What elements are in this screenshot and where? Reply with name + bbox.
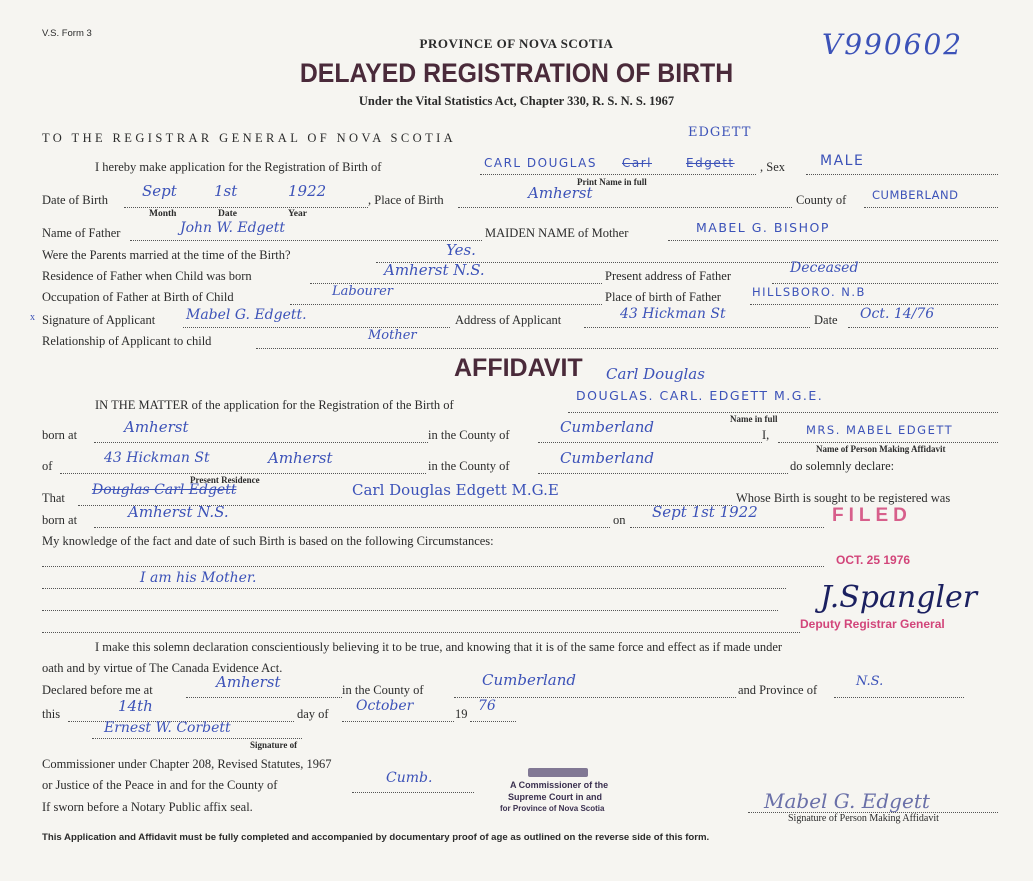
county-value-2: Cumberland	[560, 449, 655, 467]
relationship-label: Relationship of Applicant to child	[42, 334, 212, 348]
whose-birth-label: Whose Birth is sought to be registered was	[736, 491, 951, 505]
justice-label: or Justice of the Peace in and for the County of	[42, 778, 278, 792]
child-name-correction: EDGETT	[688, 125, 752, 140]
seal-line-1: A Commissioner of the	[510, 780, 609, 790]
married-label: Were the Parents married at the time of the Birth?	[42, 248, 291, 262]
this-value: 14th	[118, 697, 153, 715]
matter-value: DOUGLAS. CARL. EDGETT M.G.E.	[576, 388, 824, 403]
commissioner-seal	[500, 768, 650, 820]
address-line: TO THE REGISTRAR GENERAL OF NOVA SCOTIA	[42, 131, 457, 145]
circumstances-value: I am his Mother.	[140, 570, 257, 586]
date-label: Date	[218, 209, 237, 219]
signature-label: Signature of Applicant	[42, 313, 156, 327]
affiant-signature: Mabel G. Edgett	[764, 789, 930, 813]
father-residence-label: Residence of Father when Child was born	[42, 269, 252, 283]
declared-value: Amherst	[216, 673, 281, 691]
father-birthplace-value: HILLSBORO. N.B	[752, 285, 866, 299]
i-label: I,	[762, 428, 770, 442]
this-label: this	[42, 707, 61, 721]
county-value-3: Cumberland	[482, 671, 577, 689]
app-date-label: Date	[814, 313, 838, 327]
county-value-1: Cumberland	[560, 418, 655, 436]
of-label: of	[42, 459, 53, 473]
month-label: Month	[149, 209, 177, 219]
filed-stamp: FILED	[832, 505, 912, 526]
commissioner-signature: Ernest W. Corbett	[104, 720, 231, 736]
page-subtitle: Under the Vital Statistics Act, Chapter 330, R. S. N. S. 1967	[358, 94, 675, 108]
affidavit-heading: AFFIDAVIT	[454, 354, 583, 382]
dob-label: Date of Birth	[42, 193, 108, 207]
father-name-value: John W. Edgett	[180, 220, 286, 236]
declare-label: do solemnly declare:	[790, 459, 895, 473]
justice-value: Cumb.	[386, 770, 433, 786]
name-in-full-label: Name in full	[730, 414, 778, 424]
seal-line-3: for Province of Nova Scotia	[500, 804, 605, 813]
father-present-label: Present address of Father	[605, 269, 732, 283]
page-title: DELAYED REGISTRATION OF BIRTH	[299, 58, 734, 88]
form-id: V.S. Form 3	[42, 28, 92, 39]
person-value: MRS. MABEL EDGETT	[806, 423, 954, 437]
father-occupation-value: Labourer	[332, 284, 394, 299]
registrar-title: Deputy Registrar General	[800, 617, 945, 631]
place-of-birth-value: Amherst	[528, 184, 593, 202]
of-value-2: Amherst	[268, 449, 333, 467]
print-name-label: Print Name in full	[577, 177, 647, 187]
that-value-struck: Douglas Carl Edgett	[92, 482, 237, 498]
registrar-signature: J.Spangler	[820, 580, 978, 615]
app-date-value: Oct. 14/76	[860, 306, 935, 322]
applicant-address-value: 43 Hickman St	[620, 306, 726, 322]
born-at-label-2: born at	[42, 513, 78, 527]
year-suffix: 76	[478, 698, 496, 714]
knowledge-label: My knowledge of the fact and date of such Birth is based on the following Circumstances:	[42, 534, 494, 548]
county-label-1: in the County of	[428, 428, 510, 442]
child-name-struck-2: Edgett	[686, 156, 735, 170]
father-occupation-label: Occupation of Father at Birth of Child	[42, 290, 234, 304]
dob-month: Sept	[142, 182, 177, 200]
dob-year: 1922	[288, 182, 327, 200]
affidavit-name-above: Carl Douglas	[606, 365, 705, 383]
that-value-correction: Carl Douglas Edgett M.G.E	[352, 481, 559, 499]
province-heading: PROVINCE OF NOVA SCOTIA	[419, 36, 614, 51]
married-value: Yes.	[446, 241, 476, 259]
on-label: on	[613, 513, 626, 527]
year-label: Year	[288, 209, 307, 219]
born-at-value: Amherst	[124, 418, 189, 436]
declaration-text-2: oath and by virtue of The Canada Evidence Act.	[42, 661, 283, 675]
born-at-label: born at	[42, 428, 78, 442]
father-birthplace-label: Place of birth of Father	[605, 290, 721, 304]
intro-label: I hereby make application for the Registration of Birth of	[95, 160, 382, 174]
declaration-text-1: I make this solemn declaration conscientiously believing it to be true, and knowing that it is of the same force and effect as if made under	[95, 640, 783, 654]
applicant-address-label: Address of Applicant	[455, 313, 562, 327]
province-label: and Province of	[738, 683, 818, 697]
father-name-label: Name of Father	[42, 226, 121, 240]
declared-label: Declared before me at	[42, 683, 153, 697]
county-value: CUMBERLAND	[872, 188, 959, 202]
person-label: Name of Person Making Affidavit	[816, 444, 946, 454]
seal-line-2: Supreme Court in and	[508, 792, 603, 802]
sex-label: , Sex	[760, 160, 785, 174]
x-mark: x	[30, 312, 35, 323]
place-of-birth-label: , Place of Birth	[368, 193, 444, 207]
serial-number: V990602	[822, 28, 964, 61]
day-of-value: October	[356, 698, 414, 714]
province-value: N.S.	[856, 674, 884, 689]
relationship-value: Mother	[368, 328, 417, 343]
signature-of-label: Signature of	[250, 740, 298, 750]
on-value: Sept 1st 1922	[652, 503, 758, 521]
mother-maiden-label: MAIDEN NAME of Mother	[485, 226, 629, 240]
father-residence-value: Amherst N.S.	[384, 261, 485, 279]
mother-maiden-value: MABEL G. BISHOP	[696, 220, 830, 235]
year-prefix: 19	[455, 707, 468, 721]
county-label-3: in the County of	[342, 683, 424, 697]
born-at-value-2: Amherst N.S.	[128, 503, 229, 521]
applicant-signature: Mabel G. Edgett.	[186, 307, 307, 323]
notary-label: If sworn before a Notary Public affix seal.	[42, 800, 253, 814]
day-of-label: day of	[297, 707, 329, 721]
filed-date: OCT. 25 1976	[836, 553, 911, 567]
county-label: County of	[796, 193, 847, 207]
affiant-label: Signature of Person Making Affidavit	[788, 813, 939, 824]
matter-label: IN THE MATTER of the application for the Registration of the Birth of	[95, 398, 454, 412]
of-value-1: 43 Hickman St	[104, 450, 210, 466]
county-label-2: in the County of	[428, 459, 510, 473]
present-residence-label: Present Residence	[190, 475, 260, 485]
dob-date: 1st	[214, 182, 238, 200]
sex-value: MALE	[820, 153, 865, 169]
footer-note: This Application and Affidavit must be fully completed and accompanied by documentary proof of age as outlined on the reverse side of this form.	[42, 832, 710, 843]
that-label: That	[42, 491, 65, 505]
father-present-value: Deceased	[790, 260, 859, 276]
child-name-struck-1: Carl	[622, 156, 652, 170]
child-name-value: CARL DOUGLAS	[484, 156, 597, 170]
commissioner-line: Commissioner under Chapter 208, Revised Statutes, 1967	[42, 757, 332, 771]
